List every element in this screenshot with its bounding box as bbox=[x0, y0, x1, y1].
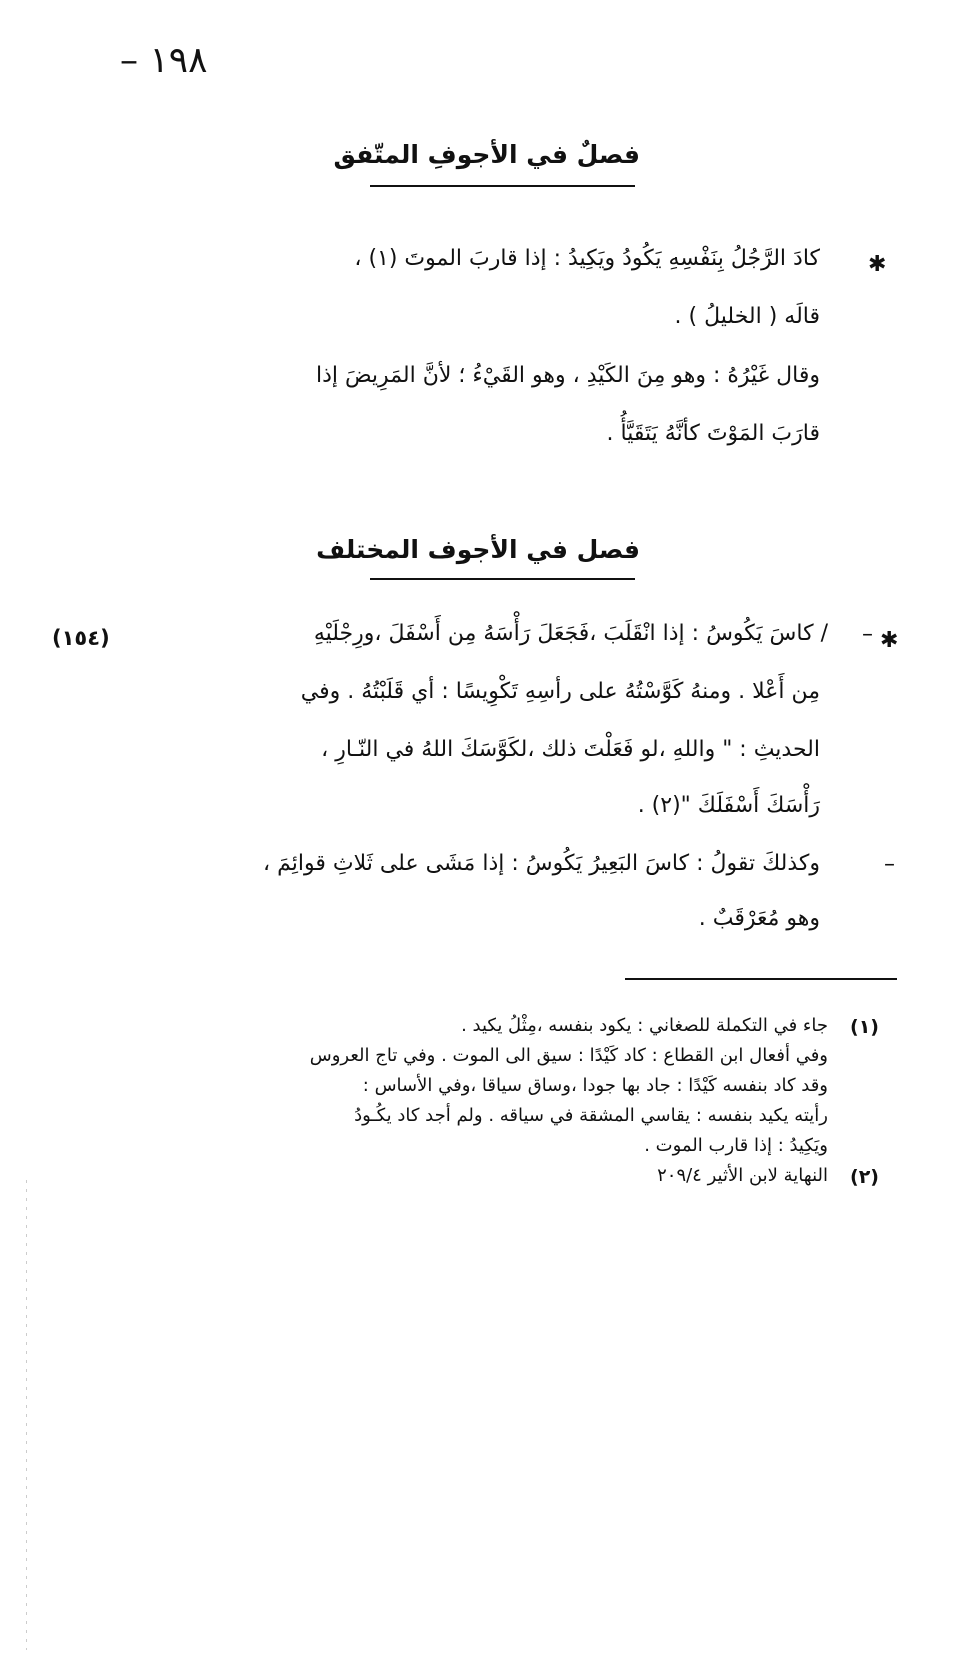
page-number: – ١٩٨ bbox=[120, 40, 208, 81]
section-heading-agwaf-mukhtalif: فصل في الأجوف المختلف bbox=[316, 535, 640, 564]
heading-underline bbox=[370, 185, 635, 187]
entry-kasa-ba3ir-line-2: وهو مُعَرْقَبٌ . bbox=[698, 906, 820, 931]
entry-marker-dash: – bbox=[884, 852, 895, 877]
entry-kasa-line-1: / كاسَ يَكُوسُ : إذا انْقَلَبَ ،فَجَعَلَ رَأْسَهُ مِن أَسْفَلَ ،ورِجْلَيْهِ bbox=[313, 621, 828, 646]
footnote-1-line-1: جاء في التكملة للصغاني : يكود بنفسه ،مِثْلُ يكيد . bbox=[461, 1015, 828, 1036]
footnote-divider bbox=[625, 978, 897, 980]
entry-kasa-line-3: الحديثِ : " واللهِ ،لو فَعَلْتَ ذلك ،لكَوَّسَكَ اللهُ في النّـارِ ، bbox=[321, 737, 820, 762]
entry-kada-line-4: قارَبَ المَوْتَ كأنَّهُ يَتَقَيَّأُ . bbox=[606, 421, 820, 446]
footnote-1-line-4: رأيته يكيد بنفسه : يقاسي المشقة في سياقه . ولم أجد كاد يكُـودُ bbox=[354, 1105, 828, 1126]
manuscript-folio-ref: (١٥٤) bbox=[52, 626, 110, 650]
entry-kada-line-2: قالَه ( الخليلُ ) . bbox=[674, 304, 820, 329]
entry-marker-dash: – bbox=[862, 622, 873, 647]
footnote-1-line-2: وفي أفعال ابن القطاع : كاد كَيْدًا : سيق الى الموت . وفي تاج العروس bbox=[309, 1045, 828, 1066]
entry-kada-line-3: وقال غَيْرُهُ : وهو مِنَ الكَيْدِ ، وهو القَيْءُ ؛ لأنَّ المَرِيضَ إذا bbox=[315, 363, 820, 388]
entry-kasa-line-2: مِن أَعْلا . ومنهُ كَوَّسْتُهُ على رأسِهِ تَكْوِيسًا : أي قَلَبْتُهُ . وفي bbox=[300, 679, 820, 704]
footnote-1-line-3: وقد كاد بنفسه كَيْدًا : جاد بها جودا ،وساق سياقا ،وفي الأساس : bbox=[362, 1075, 828, 1096]
footnote-2-line-1: النهاية لابن الأثير ٢٠٩/٤ bbox=[657, 1165, 828, 1186]
entry-kada-line-1: كادَ الرَّجُلُ بِنَفْسِهِ يَكُودُ ويَكِيدُ : إذا قاربَ الموتَ (١) ، bbox=[354, 246, 820, 271]
section-heading-agwaf-muttafiq: فصلٌ في الأجوفِ المتّفق bbox=[333, 140, 640, 169]
footnote-1-number: (١) bbox=[850, 1016, 879, 1038]
footnote-2-number: (٢) bbox=[850, 1166, 879, 1188]
entry-marker-star: ✱ bbox=[880, 628, 899, 653]
entry-marker-star: ✱ bbox=[868, 252, 887, 277]
footnote-1-line-5: ويَكِيدُ : إذا قارب الموت . bbox=[644, 1135, 828, 1156]
entry-kasa-ba3ir-line-1: وكذلكَ تقولُ : كاسَ البَعِيرُ يَكُوسُ : إذا مَشَى على ثَلاثِ قوائِمَ ، bbox=[263, 851, 820, 876]
entry-kasa-line-4: رَأْسَكَ أَسْفَلَكَ "(٢) . bbox=[637, 793, 820, 818]
scan-edge-artifact bbox=[26, 1180, 27, 1650]
heading-underline bbox=[370, 578, 635, 580]
